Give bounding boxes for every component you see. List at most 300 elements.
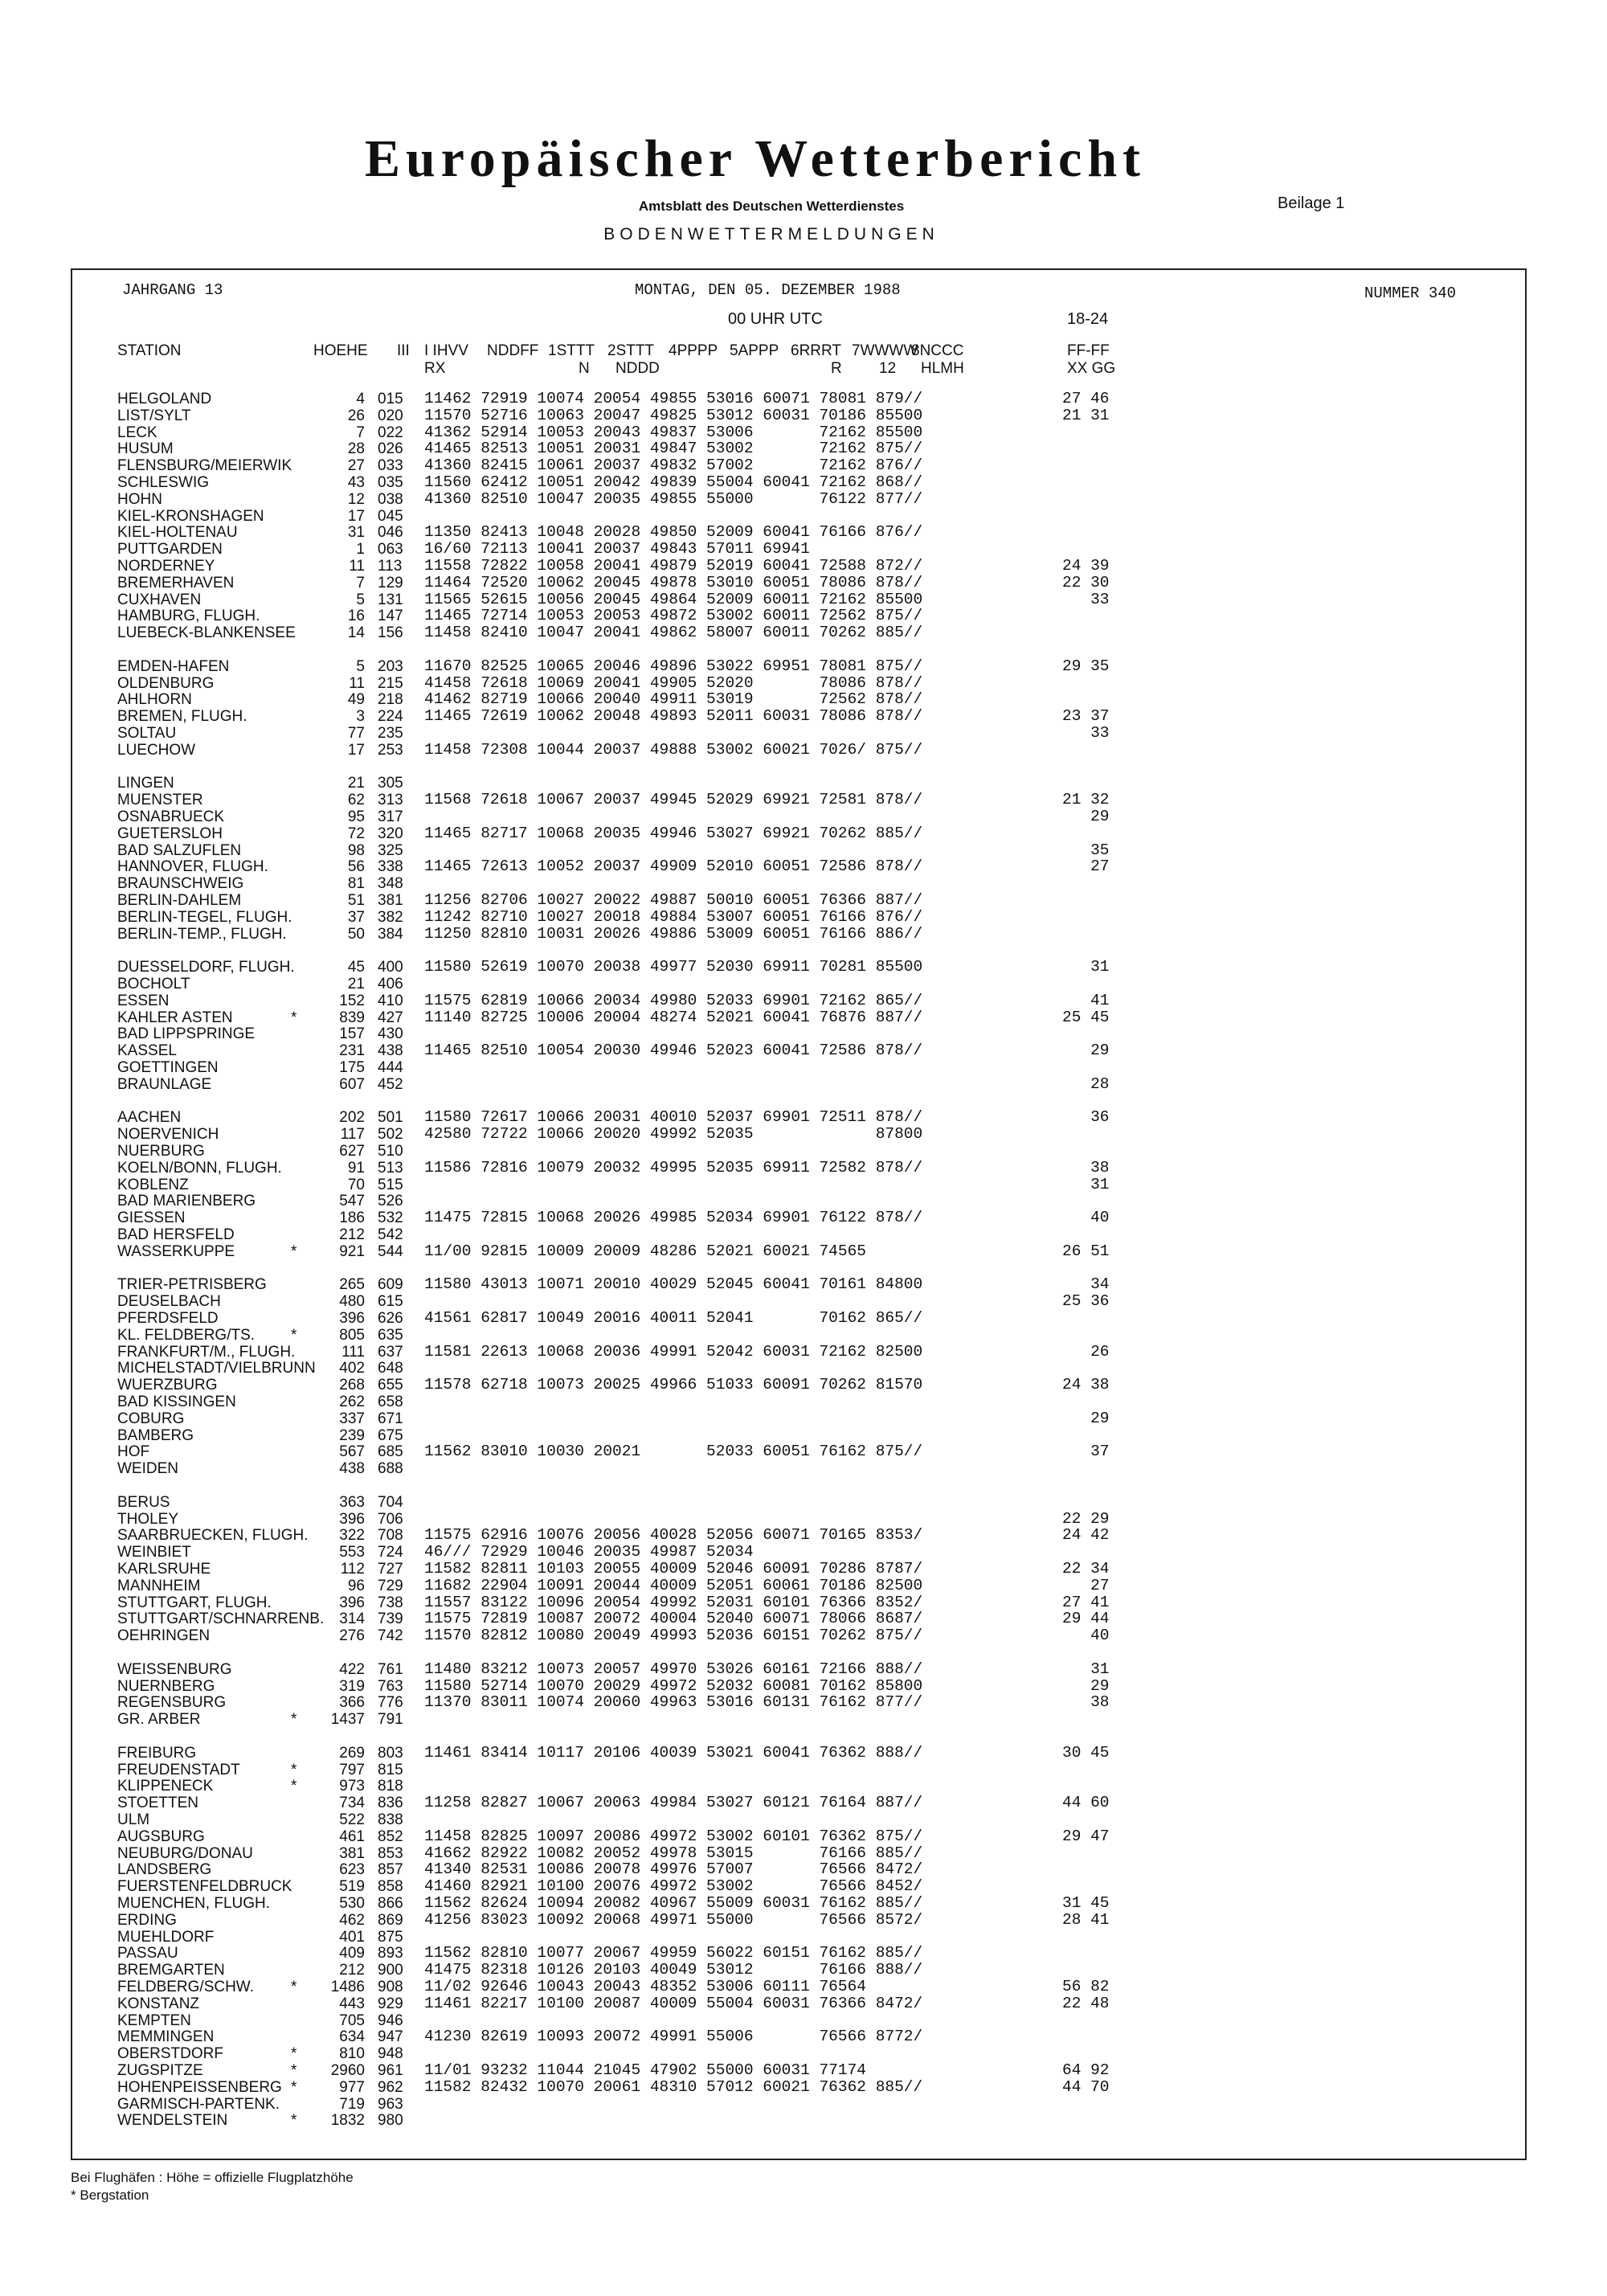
- wind-gusts: 24 38: [1062, 1376, 1110, 1394]
- station-id: 384: [378, 925, 403, 943]
- col-6rrrt-r: R: [831, 360, 842, 377]
- station-id: 038: [378, 490, 403, 508]
- station-row: [0, 524, 1527, 541]
- station-height: 519: [339, 1878, 365, 1896]
- wind-period: 18-24: [1067, 310, 1109, 328]
- station-row: [0, 1494, 1527, 1511]
- station-height: 363: [339, 1493, 365, 1511]
- station-name: PASSAU: [117, 1945, 178, 1962]
- station-row: [0, 1861, 1527, 1878]
- station-id: 961: [378, 2062, 403, 2079]
- station-name: LANDSBERG: [117, 1861, 212, 1879]
- station-height: 111: [341, 1343, 365, 1361]
- station-row: [0, 407, 1527, 424]
- station-name: SOLTAU: [117, 725, 177, 742]
- mountain-station-marker: *: [291, 2112, 297, 2130]
- col-rx: RX: [424, 360, 446, 377]
- station-height: 45: [347, 959, 365, 976]
- synop-code: 11557 83122 10096 20054 49992 52031 60101 76366 8352/: [424, 1593, 923, 1611]
- station-name: FLENSBURG/MEIERWIK: [117, 457, 292, 475]
- station-id: 015: [378, 391, 403, 407]
- col-1sttt-n: N: [579, 360, 590, 377]
- station-height: 11: [349, 558, 365, 575]
- synop-code: 11370 83011 10074 20060 49963 53016 60131 76162 877//: [424, 1693, 923, 1712]
- station-name: KEMPTEN: [117, 2012, 191, 2029]
- synop-code: 42580 72722 10066 20020 49992 52035 87800: [424, 1125, 923, 1144]
- station-row: [0, 424, 1527, 441]
- station-id: 513: [378, 1159, 403, 1177]
- synop-code: 11580 43013 10071 20010 40029 52045 60041 70161 84800: [424, 1275, 923, 1294]
- wind-gusts: 22 29: [1062, 1509, 1110, 1528]
- station-id: 658: [378, 1394, 403, 1410]
- station-row: [0, 1578, 1527, 1594]
- synop-code: 11242 82710 10027 20018 49884 53007 60051 76166 876//: [424, 907, 923, 926]
- station-id: 113: [378, 558, 403, 575]
- wind-gusts: 36: [1062, 1108, 1110, 1127]
- station-id: 253: [378, 741, 403, 759]
- station-row: [0, 608, 1527, 624]
- station-row: [0, 1310, 1527, 1327]
- synop-code: 41458 72618 10069 20041 49905 52020 78086 878//: [424, 673, 923, 692]
- station-row: [0, 1661, 1527, 1678]
- col-station: STATION: [117, 342, 182, 359]
- station-id: 502: [378, 1126, 403, 1144]
- station-name: WASSERKUPPE: [117, 1242, 235, 1260]
- station-height: 56: [347, 858, 365, 876]
- wind-gusts: 37: [1062, 1443, 1110, 1461]
- synop-code: 11462 72919 10074 20054 49855 53016 60071 78081 879//: [424, 390, 923, 407]
- station-id: 438: [378, 1042, 403, 1060]
- wind-gusts: 38: [1062, 1693, 1110, 1712]
- station-id: 348: [378, 875, 403, 893]
- station-id: 688: [378, 1460, 403, 1478]
- station-id: 866: [378, 1895, 403, 1912]
- col-7wwww-12: 12: [879, 360, 897, 377]
- wind-gusts: 29 35: [1062, 657, 1110, 675]
- synop-code: 11570 52716 10063 20047 49825 53012 60031 70186 85500: [424, 406, 923, 424]
- synop-code: 11565 52615 10056 20045 49864 52009 60011 72162 85500: [424, 590, 923, 608]
- station-name: MANNHEIM: [117, 1577, 201, 1594]
- station-id: 742: [378, 1627, 403, 1645]
- col-4pppp: 4PPPP: [669, 342, 718, 359]
- station-name: HAMBURG, FLUGH.: [117, 608, 260, 625]
- station-height: 186: [339, 1209, 365, 1227]
- station-height: 381: [339, 1844, 365, 1862]
- station-id: 704: [378, 1493, 403, 1511]
- synop-code: 11461 82217 10100 20087 40009 55004 60031 76366 8472/: [424, 1994, 923, 2012]
- col-2sttt: 2STTT: [607, 342, 655, 359]
- station-row: [0, 1995, 1527, 2012]
- station-name: GARMISCH-PARTENK.: [117, 2095, 280, 2113]
- mountain-station-marker: *: [291, 2078, 297, 2096]
- station-height: 396: [339, 1310, 365, 1327]
- station-id: 738: [378, 1594, 403, 1611]
- station-name: KAHLER ASTEN: [117, 1009, 233, 1026]
- station-row: [0, 1009, 1527, 1026]
- station-name: FREIBURG: [117, 1744, 197, 1762]
- mountain-station-marker: *: [291, 2045, 297, 2063]
- wind-gusts: 23 37: [1062, 707, 1110, 726]
- station-height: 1: [356, 541, 365, 559]
- station-row: [0, 992, 1527, 1009]
- mountain-station-marker: *: [291, 2062, 297, 2079]
- station-row: [0, 1511, 1527, 1528]
- mountain-station-marker: *: [291, 1778, 297, 1795]
- synop-code: 16/60 72113 10041 20037 49843 57011 69941: [424, 540, 810, 559]
- station-row: [0, 1912, 1527, 1929]
- station-row: [0, 1544, 1527, 1561]
- synop-code: 11250 82810 10031 20026 49886 53009 60051 76166 886//: [424, 924, 923, 943]
- station-height: 921: [339, 1242, 365, 1260]
- station-name: BERLIN-TEMP., FLUGH.: [117, 925, 287, 943]
- station-name: SAARBRUECKEN, FLUGH.: [117, 1527, 309, 1545]
- station-name: BAD LIPPSPRINGE: [117, 1025, 256, 1043]
- station-height: 805: [339, 1326, 365, 1344]
- wind-gusts: 22 48: [1062, 1994, 1110, 2012]
- wind-gusts: 21 31: [1062, 406, 1110, 424]
- station-row: [0, 2096, 1527, 2113]
- station-row: [0, 675, 1527, 692]
- station-name: SCHLESWIG: [117, 474, 210, 491]
- station-row: [0, 1177, 1527, 1193]
- station-name: AACHEN: [117, 1109, 182, 1127]
- station-id: 427: [378, 1009, 403, 1026]
- station-name: COBURG: [117, 1410, 185, 1427]
- synop-code: 11582 82432 10070 20061 48310 57012 60021 76362 885//: [424, 2077, 923, 2096]
- wind-gusts: 28: [1062, 1074, 1110, 1093]
- station-row: [0, 1795, 1527, 1811]
- station-name: TRIER-PETRISBERG: [117, 1276, 267, 1294]
- station-row: [0, 1610, 1527, 1627]
- station-height: 231: [339, 1042, 365, 1060]
- station-name: BAMBERG: [117, 1426, 194, 1444]
- station-id: 026: [378, 440, 403, 458]
- station-id: 815: [378, 1761, 403, 1778]
- col-1sttt: 1STTT: [548, 342, 595, 359]
- station-height: 797: [339, 1761, 365, 1778]
- station-id: 706: [378, 1510, 403, 1528]
- station-height: 17: [347, 741, 365, 759]
- station-id: 908: [378, 1979, 403, 1995]
- station-height: 3: [356, 708, 365, 726]
- station-row: [0, 1025, 1527, 1042]
- station-row: [0, 391, 1527, 407]
- station-name: NUERBURG: [117, 1143, 205, 1160]
- station-name: OBERSTDORF: [117, 2045, 223, 2063]
- station-height: 734: [339, 1795, 365, 1812]
- station-name: WEISSENBURG: [117, 1660, 232, 1678]
- station-height: 27: [347, 457, 365, 475]
- synop-code: 11256 82706 10027 20022 49887 50010 60051 76366 887//: [424, 891, 923, 909]
- station-row: [0, 1460, 1527, 1477]
- station-height: 522: [339, 1811, 365, 1828]
- station-height: 276: [339, 1627, 365, 1645]
- synop-code: 11575 62916 10076 20056 40028 52056 60071 70165 8353/: [424, 1526, 923, 1545]
- station-height: 49: [347, 691, 365, 709]
- station-id: 033: [378, 457, 403, 475]
- station-name: LINGEN: [117, 775, 174, 792]
- synop-code: 11458 82825 10097 20086 49972 53002 60101 76362 875//: [424, 1827, 923, 1845]
- station-name: NUERNBERG: [117, 1677, 215, 1695]
- station-name: OEHRINGEN: [117, 1627, 211, 1645]
- station-name: STUTTGART/SCHNARRENB.: [117, 1610, 325, 1628]
- synop-code: 11458 72308 10044 20037 49888 53002 60021 7026/ 875//: [424, 740, 923, 759]
- station-height: 239: [339, 1426, 365, 1444]
- wind-gusts: 26: [1062, 1342, 1110, 1361]
- station-id: 818: [378, 1778, 403, 1795]
- station-id: 655: [378, 1377, 403, 1394]
- station-name: STUTTGART, FLUGH.: [117, 1594, 272, 1611]
- synop-code: 11580 52619 10070 20038 49977 52030 69911 70281 85500: [424, 958, 923, 976]
- station-height: 5: [356, 591, 365, 608]
- station-row: [0, 1059, 1527, 1076]
- station-id: 803: [378, 1744, 403, 1762]
- station-height: 547: [339, 1193, 365, 1210]
- wind-gusts: 44 70: [1062, 2077, 1110, 2096]
- station-name: KASSEL: [117, 1042, 177, 1060]
- wind-gusts: 35: [1062, 841, 1110, 859]
- section-title: BODENWETTERMELDUNGEN: [603, 225, 939, 244]
- station-id: 215: [378, 674, 403, 692]
- station-name: OSNABRUECK: [117, 808, 225, 825]
- station-id: 875: [378, 1928, 403, 1946]
- station-row: [0, 825, 1527, 842]
- wind-gusts: 24 39: [1062, 557, 1110, 575]
- station-height: 461: [339, 1827, 365, 1845]
- station-id: 869: [378, 1911, 403, 1929]
- station-name: KIEL-KRONSHAGEN: [117, 507, 264, 525]
- station-row: [0, 1327, 1527, 1344]
- station-height: 973: [339, 1778, 365, 1795]
- wind-gusts: 25 45: [1062, 1008, 1110, 1026]
- station-name: REGENSBURG: [117, 1694, 227, 1712]
- station-id: 381: [378, 892, 403, 909]
- station-height: 77: [347, 725, 365, 742]
- station-name: ZUGSPITZE: [117, 2062, 203, 2079]
- station-height: 269: [339, 1744, 365, 1762]
- station-name: BAD MARIENBERG: [117, 1193, 256, 1210]
- station-id: 452: [378, 1075, 403, 1093]
- station-id: 791: [378, 1711, 403, 1729]
- station-name: BERLIN-DAHLEM: [117, 892, 242, 909]
- station-id: 235: [378, 725, 403, 742]
- issue-number: NUMMER 340: [1364, 284, 1457, 302]
- synop-code: 11562 82810 10077 20067 49959 56022 60151 76162 885//: [424, 1944, 923, 1962]
- station-row: [0, 1845, 1527, 1862]
- station-name: FELDBERG/SCHW.: [117, 1979, 254, 1995]
- station-name: THOLEY: [117, 1510, 179, 1528]
- station-height: 810: [339, 2045, 365, 2063]
- wind-gusts: 40: [1062, 1627, 1110, 1645]
- station-name: NOERVENICH: [117, 1126, 219, 1144]
- station-id: 853: [378, 1844, 403, 1862]
- station-row: [0, 2062, 1527, 2079]
- mountain-station-marker: *: [291, 1711, 297, 1729]
- station-id: 045: [378, 507, 403, 525]
- observation-time: 00 UHR UTC: [728, 310, 823, 328]
- station-id: 675: [378, 1426, 403, 1444]
- station-height: 265: [339, 1276, 365, 1294]
- station-row: [0, 1778, 1527, 1795]
- station-row: [0, 558, 1527, 575]
- synop-code: 11464 72520 10062 20045 49878 53010 60051 78086 878//: [424, 573, 923, 591]
- mountain-station-marker: *: [291, 1979, 297, 1995]
- station-row: [0, 1209, 1527, 1226]
- station-row: [0, 1109, 1527, 1126]
- station-height: 409: [339, 1945, 365, 1962]
- station-id: 020: [378, 407, 403, 424]
- mountain-station-marker: *: [291, 1242, 297, 1260]
- station-id: 893: [378, 1945, 403, 1962]
- station-row: [0, 2045, 1527, 2062]
- station-id: 526: [378, 1193, 403, 1210]
- synop-code: 11465 72714 10053 20053 49872 53002 60011 72562 875//: [424, 607, 923, 625]
- station-name: DUESSELDORF, FLUGH.: [117, 959, 295, 976]
- wind-gusts: 40: [1062, 1209, 1110, 1227]
- station-row: [0, 1627, 1527, 1644]
- synop-code: 41360 82415 10061 20037 49832 57002 72162 876//: [424, 456, 923, 475]
- station-height: 443: [339, 1995, 365, 2012]
- station-row: [0, 1143, 1527, 1160]
- station-row: [0, 1678, 1527, 1695]
- synop-code: 11480 83212 10073 20057 49970 53026 60161 72166 888//: [424, 1660, 923, 1678]
- station-id: 022: [378, 424, 403, 441]
- station-name: WEINBIET: [117, 1544, 191, 1561]
- wind-gusts: 31: [1062, 958, 1110, 976]
- station-name: GOETTINGEN: [117, 1059, 219, 1076]
- station-name: WEIDEN: [117, 1460, 178, 1478]
- station-height: 98: [347, 841, 365, 859]
- station-row: [0, 1226, 1527, 1243]
- station-name: WENDELSTEIN: [117, 2112, 228, 2130]
- station-name: NORDERNEY: [117, 558, 215, 575]
- station-id: 857: [378, 1861, 403, 1879]
- station-row: [0, 742, 1527, 759]
- station-name: LECK: [117, 424, 157, 441]
- station-row: [0, 1878, 1527, 1895]
- station-row: [0, 1962, 1527, 1979]
- station-id: 305: [378, 775, 403, 792]
- footnote-airports: Bei Flughäfen : Höhe = offizielle Flugplatzhöhe: [71, 2170, 354, 2185]
- station-id: 317: [378, 808, 403, 825]
- synop-code: 11350 82413 10048 20028 49850 52009 60041 76166 876//: [424, 523, 923, 542]
- station-name: GUETERSLOH: [117, 825, 223, 842]
- footnote-star: *: [71, 2188, 76, 2203]
- mountain-station-marker: *: [291, 1326, 297, 1344]
- station-name: HOHENPEISSENBERG: [117, 2078, 282, 2096]
- synop-code: 11580 52714 10070 20029 49972 52032 60081 70162 85800: [424, 1676, 923, 1695]
- station-row: [0, 1243, 1527, 1260]
- wind-gusts: 31: [1062, 1175, 1110, 1193]
- station-row: [0, 1594, 1527, 1611]
- station-row: [0, 1126, 1527, 1143]
- station-height: 1437: [330, 1711, 365, 1729]
- station-id: 542: [378, 1226, 403, 1243]
- station-name: STOETTEN: [117, 1795, 198, 1812]
- synop-code: 11580 72617 10066 20031 40010 52037 69901 72511 878//: [424, 1108, 923, 1127]
- station-height: 402: [339, 1360, 365, 1377]
- synop-code: 11465 72613 10052 20037 49909 52010 60051 72586 878//: [424, 857, 923, 876]
- station-id: 501: [378, 1109, 403, 1127]
- station-height: 553: [339, 1544, 365, 1561]
- synop-code: 11558 72822 10058 20041 49879 52019 60041 72588 872//: [424, 557, 923, 575]
- station-id: 947: [378, 2028, 403, 2046]
- station-name: MEMMINGEN: [117, 2028, 215, 2046]
- station-name: BERLIN-TEGEL, FLUGH.: [117, 908, 292, 926]
- synop-code: 11570 82812 10080 20049 49993 52036 60151 70262 875//: [424, 1627, 923, 1645]
- station-name: EMDEN-HAFEN: [117, 657, 230, 675]
- station-row: [0, 1527, 1527, 1544]
- station-row: [0, 1762, 1527, 1778]
- station-height: 112: [340, 1561, 365, 1578]
- synop-code: 11562 82624 10094 20082 40967 55009 60031 76162 885//: [424, 1894, 923, 1912]
- station-name: LUEBECK-BLANKENSEE: [117, 624, 296, 642]
- station-row: [0, 858, 1527, 875]
- col-xx-gg: XX GG: [1067, 360, 1116, 377]
- mountain-station-marker: *: [291, 1761, 297, 1778]
- station-name: KIEL-HOLTENAU: [117, 524, 238, 542]
- station-height: 72: [347, 825, 365, 842]
- station-height: 319: [339, 1677, 365, 1695]
- station-height: 627: [339, 1143, 365, 1160]
- wind-gusts: 34: [1062, 1275, 1110, 1294]
- station-name: HANNOVER, FLUGH.: [117, 858, 268, 876]
- station-name: KOELN/BONN, FLUGH.: [117, 1159, 282, 1177]
- station-id: 858: [378, 1878, 403, 1896]
- station-row: [0, 926, 1527, 943]
- station-height: 322: [339, 1527, 365, 1545]
- synop-code: 11/00 92815 10009 20009 48286 52021 60021 74565: [424, 1242, 866, 1260]
- station-row: [0, 959, 1527, 976]
- synop-code: 11465 72619 10062 20048 49893 52011 60031 78086 878//: [424, 707, 923, 726]
- station-row: [0, 1443, 1527, 1460]
- wind-gusts: 28 41: [1062, 1910, 1110, 1929]
- station-id: 444: [378, 1059, 403, 1076]
- wind-gusts: 29 47: [1062, 1827, 1110, 1845]
- station-name: KOBLENZ: [117, 1176, 189, 1193]
- station-name: PFERDSFELD: [117, 1310, 219, 1327]
- station-name: MUEHLDORF: [117, 1928, 215, 1946]
- station-name: FUERSTENFELDBRUCK: [117, 1878, 292, 1896]
- synop-code: 41465 82513 10051 20031 49847 53002 72162 875//: [424, 440, 923, 458]
- station-id: 147: [378, 608, 403, 625]
- mountain-station-marker: *: [291, 1009, 297, 1026]
- station-row: [0, 2028, 1527, 2045]
- station-id: 724: [378, 1544, 403, 1561]
- synop-code: 11560 62412 10051 20042 49839 55004 60041 72162 868//: [424, 473, 923, 491]
- station-row: [0, 842, 1527, 859]
- synop-code: 11581 22613 10068 20036 49991 52042 60031 72162 82500: [424, 1342, 923, 1361]
- wind-gusts: 29 44: [1062, 1610, 1110, 1628]
- station-id: 313: [378, 792, 403, 809]
- station-height: 152: [339, 992, 365, 1009]
- station-row: [0, 1293, 1527, 1310]
- wind-gusts: 56 82: [1062, 1978, 1110, 1995]
- station-height: 21: [347, 775, 365, 792]
- station-name: PUTTGARDEN: [117, 541, 223, 559]
- station-row: [0, 909, 1527, 926]
- col-8nccc: 8NCCC: [911, 342, 964, 359]
- station-name: WUERZBURG: [117, 1377, 218, 1394]
- station-id: 838: [378, 1811, 403, 1828]
- col-hoehe: HOEHE: [313, 342, 368, 359]
- station-name: BERUS: [117, 1493, 170, 1511]
- station-id: 325: [378, 841, 403, 859]
- station-id: 671: [378, 1410, 403, 1427]
- wind-gusts: 31: [1062, 1660, 1110, 1678]
- station-height: 719: [339, 2095, 365, 2113]
- station-height: 396: [339, 1594, 365, 1611]
